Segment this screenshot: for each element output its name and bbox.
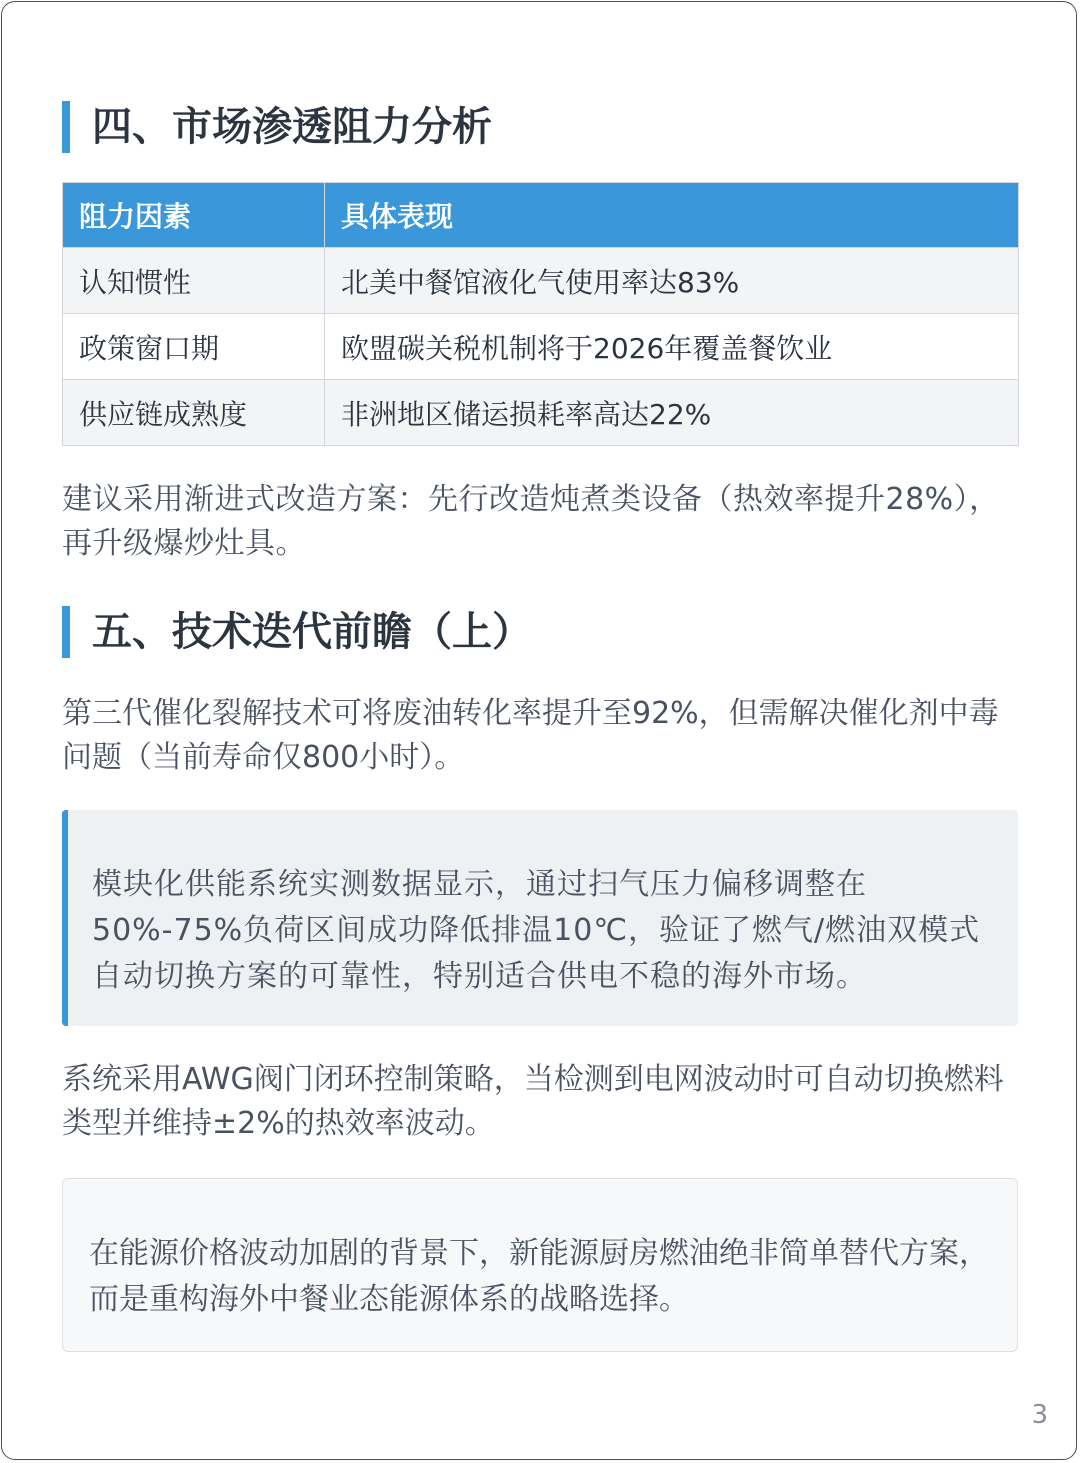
highlight-callout xyxy=(62,810,1018,1026)
recommendation-paragraph: 建议采用渐进式改造方案：先行改造炖煮类设备（热效率提升28%），再升级爆炒灶具。 xyxy=(62,482,1000,561)
table-header-factor: 阻力因素 xyxy=(63,183,325,248)
table-cell-factor: 供应链成熟度 xyxy=(63,380,325,446)
section-heading-market-resistance: 四、市场渗透阻力分析 xyxy=(62,101,492,153)
table-header-row xyxy=(63,183,1019,248)
table-row xyxy=(63,248,1019,314)
table-cell-manifestation: 欧盟碳关税机制将于2026年覆盖餐饮业 xyxy=(325,314,1019,380)
table-row xyxy=(63,314,1019,380)
catalytic-cracking-paragraph: 第三代催化裂解技术可将废油转化率提升至92%，但需解决催化剂中毒问题（当前寿命仅800小时）。 xyxy=(62,696,999,775)
awg-control-paragraph: 系统采用AWG阀门闭环控制策略，当检测到电网波动时可自动切换燃料类型并维持±2%的热效率波动。 xyxy=(62,1062,1004,1141)
highlight-callout-text: 模块化供能系统实测数据显示，通过扫气压力偏移调整在50%-75%负荷区间成功降低排温10℃，验证了燃气/燃油双模式自动切换方案的可靠性，特别适合供电不稳的海外市场。 xyxy=(92,867,981,994)
table-cell-manifestation: 非洲地区储运损耗率高达22% xyxy=(325,380,1019,446)
section-heading-tech-outlook: 五、技术迭代前瞻（上） xyxy=(62,606,532,658)
table-header-manifestation: 具体表现 xyxy=(325,183,1019,248)
table-row xyxy=(63,380,1019,446)
conclusion-text: 在能源价格波动加剧的背景下，新能源厨房燃油绝非简单替代方案，而是重构海外中餐业态能源体系的战略选择。 xyxy=(89,1236,989,1317)
conclusion-box xyxy=(62,1178,1018,1352)
table-cell-factor: 认知惯性 xyxy=(63,248,325,314)
table-cell-manifestation: 北美中餐馆液化气使用率达83% xyxy=(325,248,1019,314)
page-number: 3 xyxy=(1031,1400,1048,1430)
table-cell-factor: 政策窗口期 xyxy=(63,314,325,380)
resistance-table xyxy=(62,182,1019,446)
